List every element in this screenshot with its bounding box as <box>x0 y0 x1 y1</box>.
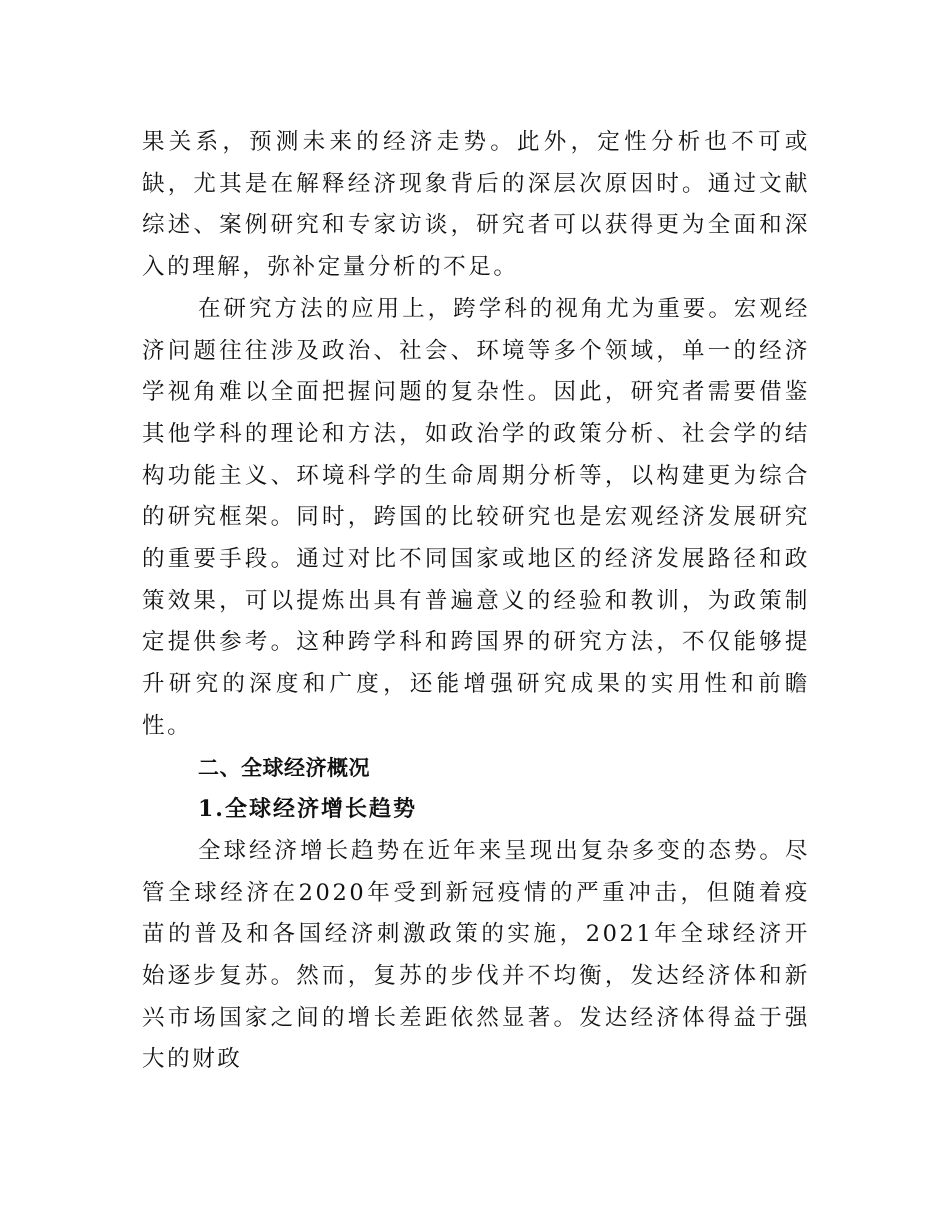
subsection-heading: 1.全球经济增长趋势 <box>198 796 417 823</box>
document-page <box>142 122 810 1081</box>
paragraph-global-growth: 全球经济增长趋势在近年来呈现出复杂多变的态势。尽管全球经济在2020年受到新冠疫情的严重冲击，但随着疫苗的普及和各国经济刺激政策的实施，2021年全球经济开始逐步复苏。然而，复苏的步伐并不均衡，发达经济体和新兴市场国家之间的增长差距依然显著。发达经济体得益于强大的财政 <box>142 837 810 1073</box>
paragraph-research-methods: 在研究方法的应用上，跨学科的视角尤为重要。宏观经济问题往往涉及政治、社会、环境等多个领域，单一的经济学视角难以全面把握问题的复杂性。因此，研究者需要借鉴其他学科的理论和方法，如政治学的政策分析、社会学的结构功能主义、环境科学的生命周期分析等，以构建更为综合的研究框架。同时，跨国的比较研究也是宏观经济发展研究的重要手段。通过对比不同国家或地区的经济发展路径和政策效果，可以提炼出具有普遍意义的经验和教训，为政策制定提供参考。这种跨学科和跨国界的研究方法，不仅能够提升研究的深度和广度，还能增强研究成果的实用性和前瞻性。 <box>142 295 810 739</box>
section-heading: 二、全球经济概况 <box>198 755 370 780</box>
paragraph-continuation: 果关系，预测未来的经济走势。此外，定性分析也不可或缺，尤其是在解释经济现象背后的深层次原因时。通过文献综述、案例研究和专家访谈，研究者可以获得更为全面和深入的理解，弥补定量分析的不足。 <box>142 129 810 281</box>
